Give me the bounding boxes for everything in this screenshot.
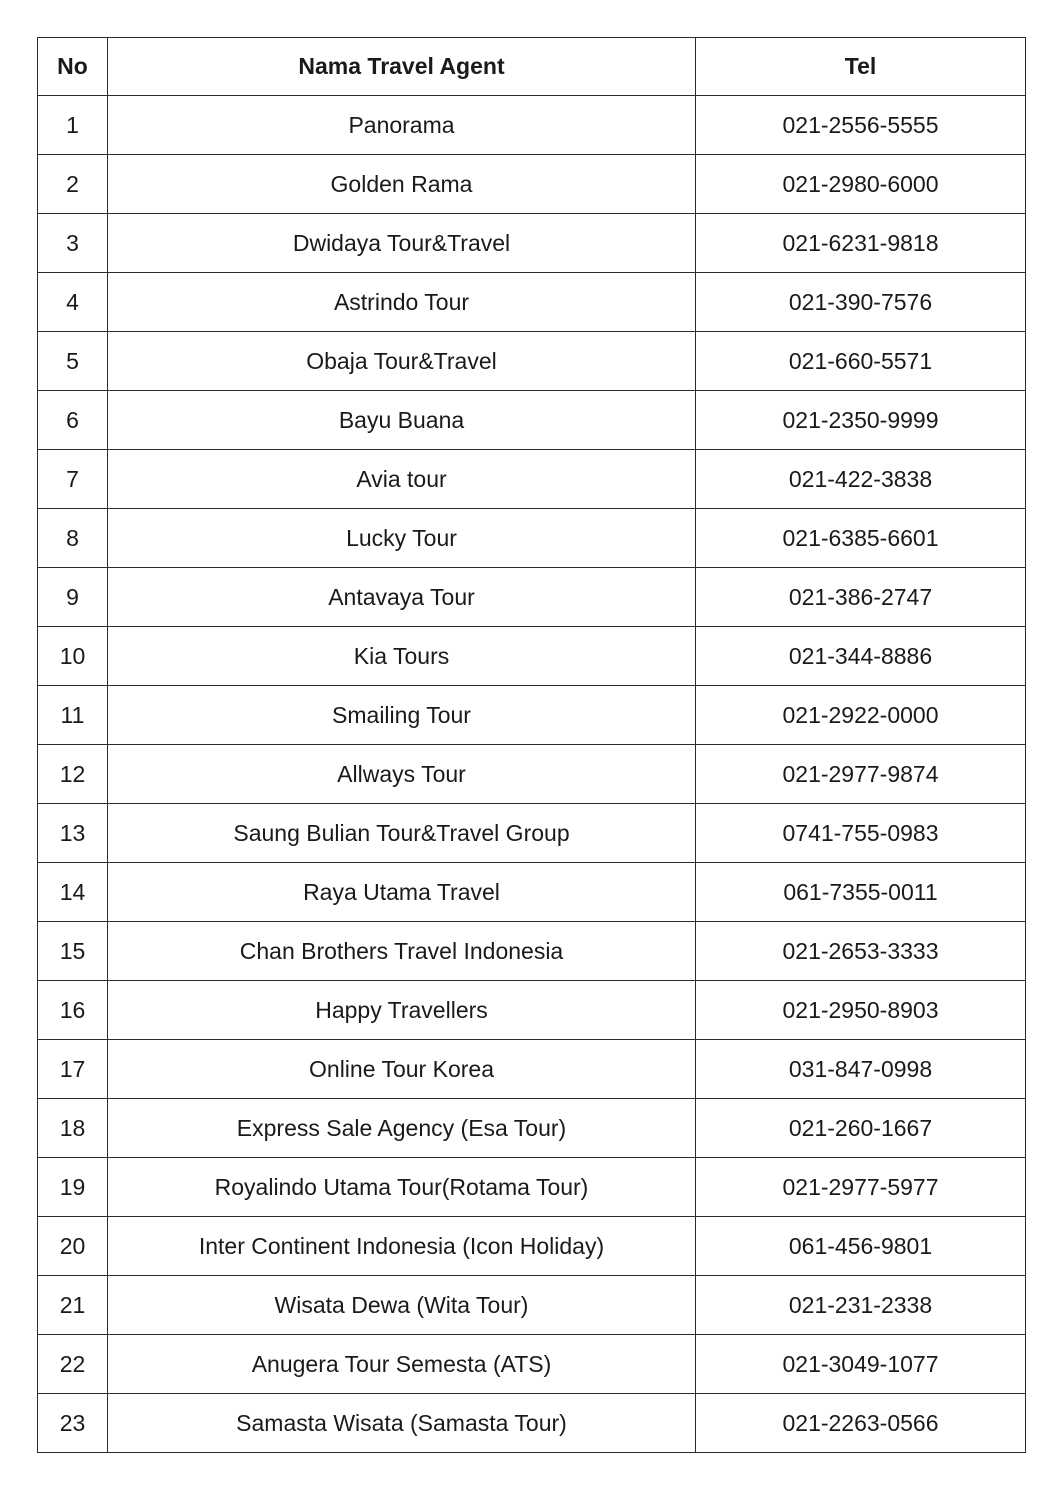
cell-no: 10: [38, 627, 108, 686]
cell-agent-name: Golden Rama: [108, 155, 696, 214]
cell-agent-name: Obaja Tour&Travel: [108, 332, 696, 391]
cell-tel: 021-386-2747: [696, 568, 1026, 627]
cell-no: 17: [38, 1040, 108, 1099]
table-row: [38, 1335, 1026, 1394]
travel-agent-table: [37, 37, 1026, 1453]
cell-no: 13: [38, 804, 108, 863]
cell-agent-name: Lucky Tour: [108, 509, 696, 568]
cell-no: 1: [38, 96, 108, 155]
cell-tel: 021-344-8886: [696, 627, 1026, 686]
table-row: [38, 332, 1026, 391]
cell-agent-name: Chan Brothers Travel Indonesia: [108, 922, 696, 981]
cell-agent-name: Antavaya Tour: [108, 568, 696, 627]
cell-agent-name: Royalindo Utama Tour(Rotama Tour): [108, 1158, 696, 1217]
cell-tel: 021-2922-0000: [696, 686, 1026, 745]
header-no: No: [38, 38, 108, 96]
cell-no: 16: [38, 981, 108, 1040]
header-name: Nama Travel Agent: [108, 38, 696, 96]
table-row: [38, 155, 1026, 214]
table-row: [38, 1099, 1026, 1158]
cell-no: 7: [38, 450, 108, 509]
cell-no: 14: [38, 863, 108, 922]
table-row: [38, 1394, 1026, 1453]
cell-tel: 021-2556-5555: [696, 96, 1026, 155]
table-row: [38, 1276, 1026, 1335]
cell-agent-name: Online Tour Korea: [108, 1040, 696, 1099]
table-row: [38, 568, 1026, 627]
cell-no: 12: [38, 745, 108, 804]
cell-no: 19: [38, 1158, 108, 1217]
cell-no: 8: [38, 509, 108, 568]
cell-agent-name: Wisata Dewa (Wita Tour): [108, 1276, 696, 1335]
cell-tel: 031-847-0998: [696, 1040, 1026, 1099]
cell-tel: 021-2350-9999: [696, 391, 1026, 450]
table-row: [38, 96, 1026, 155]
cell-no: 22: [38, 1335, 108, 1394]
table-row: [38, 450, 1026, 509]
cell-no: 9: [38, 568, 108, 627]
cell-tel: 021-2980-6000: [696, 155, 1026, 214]
cell-no: 15: [38, 922, 108, 981]
cell-tel: 061-456-9801: [696, 1217, 1026, 1276]
cell-agent-name: Inter Continent Indonesia (Icon Holiday): [108, 1217, 696, 1276]
cell-tel: 021-231-2338: [696, 1276, 1026, 1335]
cell-tel: 021-6385-6601: [696, 509, 1026, 568]
table-row: [38, 1158, 1026, 1217]
table-row: [38, 391, 1026, 450]
cell-no: 21: [38, 1276, 108, 1335]
cell-agent-name: Express Sale Agency (Esa Tour): [108, 1099, 696, 1158]
cell-no: 18: [38, 1099, 108, 1158]
cell-tel: 021-2950-8903: [696, 981, 1026, 1040]
cell-tel: 021-6231-9818: [696, 214, 1026, 273]
cell-agent-name: Avia tour: [108, 450, 696, 509]
cell-agent-name: Anugera Tour Semesta (ATS): [108, 1335, 696, 1394]
cell-tel: 021-2263-0566: [696, 1394, 1026, 1453]
table-header-row: [38, 38, 1026, 96]
cell-tel: 021-2977-9874: [696, 745, 1026, 804]
cell-no: 23: [38, 1394, 108, 1453]
table-row: [38, 273, 1026, 332]
table-row: [38, 922, 1026, 981]
cell-tel: 021-2977-5977: [696, 1158, 1026, 1217]
cell-tel: 021-3049-1077: [696, 1335, 1026, 1394]
header-tel: Tel: [696, 38, 1026, 96]
cell-agent-name: Allways Tour: [108, 745, 696, 804]
table-row: [38, 214, 1026, 273]
cell-tel: 021-260-1667: [696, 1099, 1026, 1158]
cell-agent-name: Saung Bulian Tour&Travel Group: [108, 804, 696, 863]
cell-no: 3: [38, 214, 108, 273]
cell-no: 2: [38, 155, 108, 214]
cell-tel: 021-660-5571: [696, 332, 1026, 391]
cell-tel: 0741-755-0983: [696, 804, 1026, 863]
table-row: [38, 981, 1026, 1040]
cell-tel: 021-2653-3333: [696, 922, 1026, 981]
cell-no: 6: [38, 391, 108, 450]
table-row: [38, 509, 1026, 568]
cell-agent-name: Happy Travellers: [108, 981, 696, 1040]
cell-agent-name: Kia Tours: [108, 627, 696, 686]
cell-no: 5: [38, 332, 108, 391]
table-row: [38, 863, 1026, 922]
cell-agent-name: Bayu Buana: [108, 391, 696, 450]
table-body: [38, 96, 1026, 1453]
cell-agent-name: Dwidaya Tour&Travel: [108, 214, 696, 273]
cell-no: 11: [38, 686, 108, 745]
cell-agent-name: Raya Utama Travel: [108, 863, 696, 922]
cell-no: 4: [38, 273, 108, 332]
cell-tel: 021-422-3838: [696, 450, 1026, 509]
table-row: [38, 1217, 1026, 1276]
cell-tel: 021-390-7576: [696, 273, 1026, 332]
table-row: [38, 627, 1026, 686]
cell-no: 20: [38, 1217, 108, 1276]
cell-agent-name: Panorama: [108, 96, 696, 155]
table-row: [38, 1040, 1026, 1099]
cell-agent-name: Astrindo Tour: [108, 273, 696, 332]
table-row: [38, 804, 1026, 863]
cell-agent-name: Smailing Tour: [108, 686, 696, 745]
table-row: [38, 686, 1026, 745]
cell-agent-name: Samasta Wisata (Samasta Tour): [108, 1394, 696, 1453]
cell-tel: 061-7355-0011: [696, 863, 1026, 922]
table-row: [38, 745, 1026, 804]
